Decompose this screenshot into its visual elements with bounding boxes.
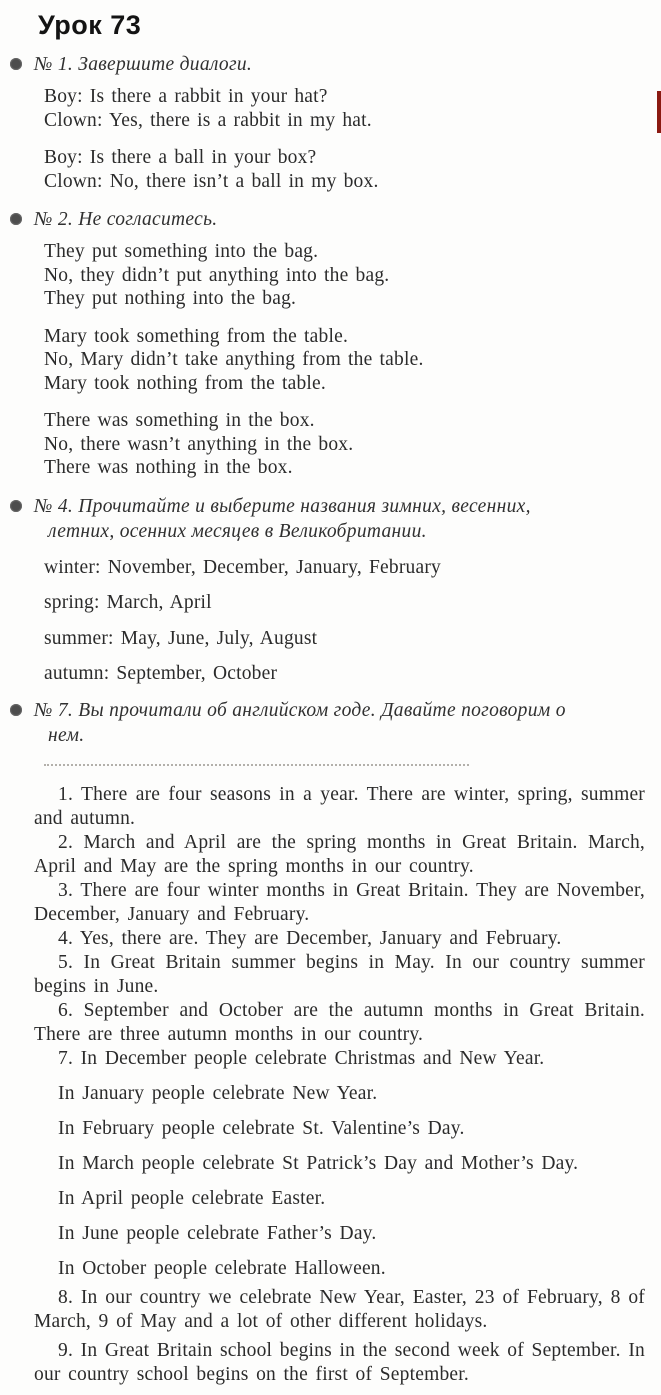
statement-group-2 [44, 325, 647, 396]
paragraph: 6. September and October are the autumn months in Great Britain. There are three autumn months in our country. [34, 999, 645, 1045]
bullet-icon [10, 500, 22, 512]
statement-line: No, Mary didn’t take anything from the table. [44, 349, 424, 370]
bullet-icon [10, 58, 22, 70]
task-1 [34, 52, 647, 193]
celebration-line: In February people celebrate St. Valentine’s Day. [58, 1117, 465, 1139]
task-7-header [34, 698, 579, 773]
dialog-line: Boy: Is there a rabbit in your hat? [44, 86, 328, 107]
seasons-list [44, 556, 647, 686]
paragraph: 3. There are four winter months in Great Britain. They are November, December, January and February. [34, 879, 645, 925]
dialog-line: Boy: Is there a ball in your box? [44, 147, 317, 168]
statement-line: Mary took nothing from the table. [44, 372, 326, 394]
celebration-line: In October people celebrate Halloween. [58, 1257, 386, 1279]
paragraph: 1. There are four seasons in a year. There are winter, spring, summer and autumn. [34, 783, 645, 829]
page-edge-scan-mark [657, 91, 661, 133]
task-1-header [34, 52, 579, 77]
statement-line: Mary took something from the table. [44, 325, 349, 347]
statement-line: No, there wasn’t anything in the box. [44, 433, 354, 455]
task-4 [34, 494, 647, 686]
paragraph: 7. In December people celebrate Christmas and New Year. [58, 1047, 545, 1069]
celebration-line: In June people celebrate Father’s Day. [58, 1222, 377, 1244]
statement-group-1 [44, 240, 647, 311]
paragraph: 5. In Great Britain summer begins in May. In our country summer begins in June. [34, 951, 645, 997]
task-7-header-text: № 7. Вы прочитали об английском годе. Давайте поговорим о нем. [34, 699, 566, 746]
dialog-line: Clown: Yes, there is a rabbit in my hat. [44, 109, 372, 131]
paragraph: 2. March and April are the spring months in Great Britain. March, April and May are the spring months in our country. [34, 831, 645, 877]
task-4-header-text: № 4. Прочитайте и выберите названия зимних, весенних, летних, осенних месяцев в Великобритании. [34, 495, 531, 542]
celebration-line: In March people celebrate St Patrick’s Day and Mother’s Day. [58, 1152, 579, 1174]
statement-line: No, they didn’t put anything into the bag. [44, 264, 390, 286]
statement-line: There was something in the box. [44, 410, 315, 431]
celebration-line: In January people celebrate New Year. [58, 1082, 378, 1104]
answer-paragraphs [34, 783, 647, 1387]
bullet-icon [10, 213, 22, 225]
scan-artifact-dashes [44, 759, 469, 766]
season-line: winter: November, December, January, February [44, 556, 441, 578]
task-4-header [34, 494, 579, 544]
statement-line: There was nothing in the box. [44, 457, 293, 478]
statement-line: They put nothing into the bag. [44, 288, 297, 309]
season-line: summer: May, June, July, August [44, 627, 318, 649]
dialog-group-2 [44, 146, 647, 193]
dialog-line: Clown: No, there isn’t a ball in my box. [44, 170, 379, 192]
bullet-icon [10, 704, 22, 716]
paragraph: 4. Yes, there are. They are December, January and February. [58, 927, 562, 949]
celebration-line: In April people celebrate Easter. [58, 1187, 326, 1209]
lesson-title: Урок 73 [38, 10, 142, 40]
season-line: autumn: September, October [44, 663, 278, 684]
task-2-header [34, 207, 579, 232]
task-7 [34, 698, 647, 1387]
statement-line: They put something into the bag. [44, 241, 319, 262]
paragraph: 9. In Great Britain school begins in the second week of September. In our country school begins on the first of September. [34, 1339, 645, 1385]
task-2 [34, 207, 647, 480]
dialog-group-1 [44, 85, 647, 132]
statement-group-3 [44, 409, 647, 480]
season-line: spring: March, April [44, 592, 212, 613]
paragraph: 8. In our country we celebrate New Year, Easter, 23 of February, 8 of March, 9 of May and a lot of other different holidays. [34, 1286, 645, 1332]
task-1-header-text: № 1. Завершите диалоги. [34, 54, 253, 75]
task-2-header-text: № 2. Не согласитесь. [34, 209, 218, 230]
